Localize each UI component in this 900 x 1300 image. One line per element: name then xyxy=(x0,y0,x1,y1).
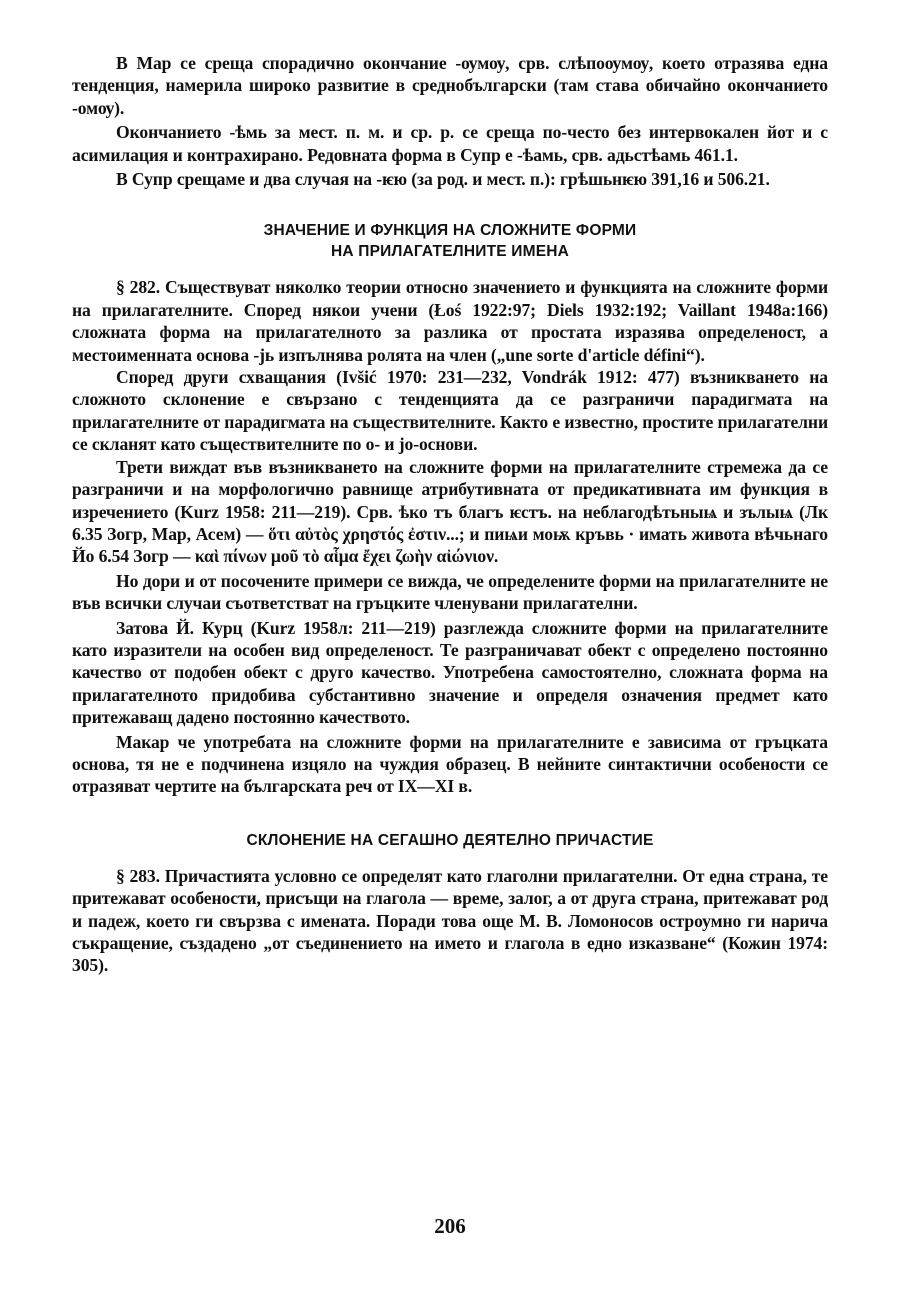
paragraph: В Мар се среща спорадично окончание -ѹмѹ, срв. слѣпоѹмѹ, което отразява една тенденция, намерила широко развитие в среднобългарски (там става обичайно окончанието -омѹ). xyxy=(72,53,828,118)
bottom-section xyxy=(72,865,828,977)
heading-line-2: НА ПРИЛАГАТЕЛНИТЕ ИМЕНА xyxy=(330,243,570,261)
heading-line: СКЛОНЕНИЕ НА СЕГАШНО ДЕЯТЕЛНО ПРИЧАСТИЕ xyxy=(246,831,654,849)
paragraph: Макар че употребата на сложните форми на прилагателните е зависима от гръцката основа, тя не е подчинена изцяло на чуждия образец. В нейните синтактични особености се отразяват чертите на българската реч от IX—XI в. xyxy=(72,731,828,797)
paragraph-283: § 283. Причастията условно се определят като глаголни прилагателни. От една страна, те притежават особености, присъщи на глагола — време, залог, а от друга страна, притежават род и падеж, което ги свързва с имената. Поради това още М. В. Ломоносов остроумно ги нарича съкращение, създадено „от съединението на името и глагола в едно изказване“ (Кожин 1974: 305). xyxy=(72,865,828,976)
document-page xyxy=(72,52,828,977)
page-number: 206 xyxy=(434,1214,466,1238)
section-heading-participle xyxy=(72,830,828,851)
paragraph-282: § 282. Съществуват няколко теории относно значението и функцията на сложните форми на прилагателните. Според някои учени (Łoś 1922:97; Diels 1932:192; Vaillant 1948a:166) сложната форма на прилагателното за разлика от простата изразява определеност, а местоименната основа -jь изпълнява ролята на член („une sorte d'article défini“). xyxy=(72,277,828,365)
heading-line-1: ЗНАЧЕНИЕ И ФУНКЦИЯ НА СЛОЖНИТЕ ФОРМИ xyxy=(263,222,637,240)
middle-section xyxy=(72,276,828,797)
paragraph: Трети виждат във възникването на сложните форми на прилагателните стремежа да се разграничи и на морфологично равнище атрибутивната от предикативната им функция в изречението (Kurz 1958: 211—219). Срв. ѣко тъ благъ ѥстъ. на неблагодѣтьныѩ и зълыѩ (Лк 6.35 Зогр, Мар, Асем) — ὅτι αὐτὸς χρηστός ἐστιν...; и пиѩи моѭ кръвь · имать живота вѣчьнаго Йо 6.54 Зогр — καὶ πίνων μοῦ τὸ αἷμα ἔχει ζωὴν αἰώνιον. xyxy=(72,456,828,567)
paragraph: Затова Й. Курц (Kurz 1958л: 211—219) разглежда сложните форми на прилагателните като изразители на особен вид определеност. Те разграничават обект с определено постоянно качество от подобен обект с друго качество. Употребена самостоятелно, сложната форма на прилагателното придобива субстантивно значение и определя означения предмет като притежаващ дадено постоянно качеството. xyxy=(72,617,828,728)
paragraph: Но дори и от посочените примери се вижда, че определените форми на прилагателните не във всички случаи съответстват на гръцките членувани прилагателни. xyxy=(72,570,828,614)
paragraph: Окончанието -ѣмь за мест. п. м. и ср. р. се среща по-често без интервокален йот и с асимилация и контрахирано. Редовната форма в Супр е -ѣамь, срв. адьстѣамь 461.1. xyxy=(72,122,828,165)
paragraph: Според други схващания (Ivšić 1970: 231—232, Vondrák 1912: 477) възникването на сложното склонение е свързано с тенденцията да се разграничи парадигмата на прилагателните от парадигмата на съществителните. Както е известно, простите прилагателни се скланят като съществителните по о- и jо-основи. xyxy=(72,367,828,455)
section-heading-adjectives xyxy=(72,220,828,262)
paragraph: В Супр срещаме и два случая на -ѥю (за род. и мест. п.): грѣшьнѥю 391,16 и 506.21. xyxy=(116,169,770,190)
top-section xyxy=(72,52,828,190)
